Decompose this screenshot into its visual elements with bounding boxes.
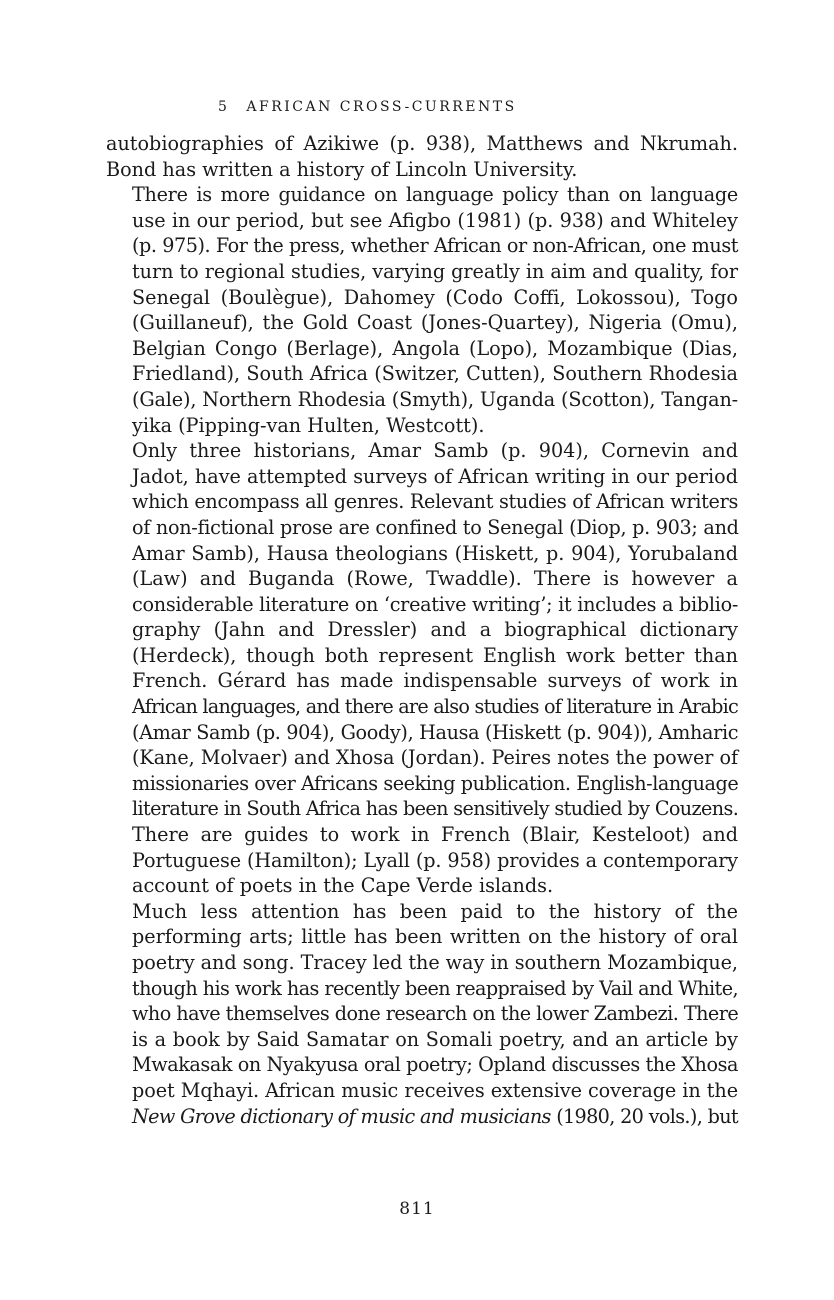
text-line: (Law) and Buganda (Rowe, Twaddle). There is however a	[132, 567, 738, 591]
text-line: performing arts; little has been written on the history of oral	[132, 925, 738, 949]
text-line: Friedland), South Africa (Switzer, Cutten), Southern Rhodesia	[132, 362, 738, 386]
text-line: poetry and song. Tracey led the way in southern Mozambique,	[132, 951, 738, 974]
text-line: Portuguese (Hamilton); Lyall (p. 958) provides a contemporary	[132, 848, 738, 872]
text-line: of non-fictional prose are confined to Senegal (Diop, p. 903; and	[132, 515, 739, 539]
text-line: There is more guidance on language policy than on language	[132, 183, 738, 207]
paragraph-3	[106, 438, 738, 899]
text-line: which encompass all genres. Relevant studies of African writers	[132, 490, 738, 514]
text-line: yika (Pipping-van Hulten, Westcott).	[132, 413, 485, 437]
text-line: African languages, and there are also studies of literature in Arabic	[132, 695, 738, 719]
text-line: Senegal (Boulègue), Dahomey (Codo Coffi, Lokossou), Togo	[132, 285, 738, 309]
text-line: Only three historians, Amar Samb (p. 904), Cornevin and	[132, 439, 738, 463]
text-line: though his work has recently been reappraised by Vail and White,	[132, 976, 738, 1000]
text-line: Belgian Congo (Berlage), Angola (Lopo), Mozambique (Dias,	[132, 336, 738, 360]
text-line: Mwakasak on Nyakyusa oral poetry; Opland discusses the Xhosa	[132, 1053, 738, 1077]
text-line: considerable literature on ‘creative writing’; it includes a biblio-	[132, 592, 739, 616]
text-line	[106, 1104, 738, 1130]
paragraph-2	[106, 182, 738, 438]
text-line: Bond has written a history of Lincoln University.	[106, 157, 578, 181]
text-line: who have themselves done research on the lower Zambezi. There	[132, 1002, 739, 1026]
text-line: literature in South Africa has been sensitively studied by Couzens.	[132, 797, 739, 821]
running-head	[218, 99, 517, 115]
italic-title: New Grove dictionary of music and musicians	[132, 1104, 551, 1128]
text-line: (Amar Samb (p. 904), Goody), Hausa (Hiskett (p. 904)), Amharic	[132, 720, 739, 744]
text-line: Much less attention has been paid to the history of the	[132, 899, 738, 923]
text-line: Amar Samb), Hausa theologians (Hiskett, p. 904), Yorubaland	[132, 541, 738, 565]
text-line: use in our period, but see Afigbo (1981) (p. 938) and Whiteley	[132, 208, 738, 232]
text-fragment: (1980, 20 vols.), but	[550, 1104, 738, 1128]
running-title: AFRICAN CROSS-CURRENTS	[246, 99, 517, 115]
body-text	[106, 131, 738, 1129]
chapter-number: 5	[218, 99, 230, 115]
text-line: (Gale), Northern Rhodesia (Smyth), Uganda (Scotton), Tangan-	[132, 387, 738, 411]
text-line: autobiographies of Azikiwe (p. 938), Matthews and Nkrumah.	[106, 132, 738, 155]
text-line: (Kane, Molvaer) and Xhosa (Jordan). Peires notes the power of	[132, 746, 738, 770]
page-number: 811	[399, 1199, 435, 1219]
text-line: poet Mqhayi. African music receives extensive coverage in the	[132, 1078, 738, 1102]
text-line: Jadot, have attempted surveys of African writing in our period	[132, 464, 738, 488]
paragraph-4	[106, 899, 738, 1129]
text-line: (Guillaneuf), the Gold Coast (Jones-Quartey), Nigeria (Omu),	[132, 311, 738, 335]
text-line: French. Gérard has made indispensable surveys of work in	[132, 669, 738, 693]
text-line: There are guides to work in French (Blair, Kesteloot) and	[132, 823, 738, 847]
text-line: graphy (Jahn and Dressler) and a biographical dictionary	[132, 618, 738, 642]
paragraph-1	[106, 131, 738, 182]
text-line: missionaries over Africans seeking publication. English-language	[132, 771, 739, 795]
text-line: turn to regional studies, varying greatly in aim and quality, for	[132, 259, 738, 283]
text-line: is a book by Said Samatar on Somali poetry, and an article by	[132, 1027, 738, 1051]
text-line: account of poets in the Cape Verde islands.	[132, 874, 554, 898]
text-line: (p. 975). For the press, whether African or non-African, one must	[132, 234, 738, 258]
text-line: (Herdeck), though both represent English work better than	[132, 643, 738, 667]
